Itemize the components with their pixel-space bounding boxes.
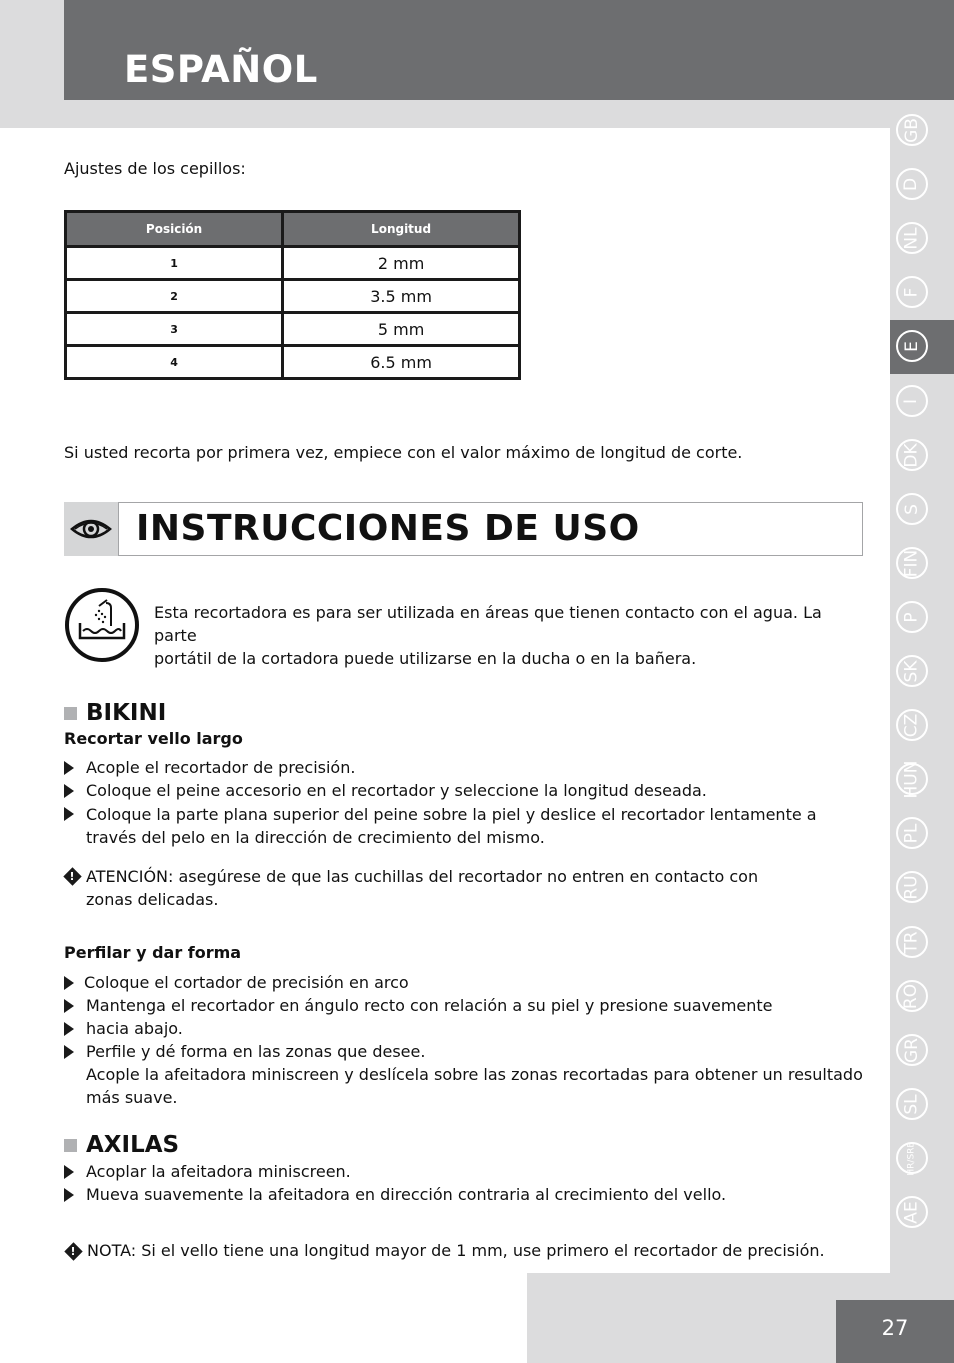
language-tab-label: S [901,503,922,515]
bullet-arrow-icon [64,807,74,821]
bullet-arrow-icon [64,1045,74,1059]
language-tab-gr[interactable] [896,1034,928,1066]
language-tab-tr[interactable] [896,926,928,958]
brush-settings-label: Ajustes de los cepillos: [64,159,246,178]
shaping-extra-text: Acople la afeitadora miniscreen y deslícela sobre las zonas recortadas para obtener un resultado [86,1065,863,1084]
language-tab-ro[interactable] [896,980,928,1012]
list-item: Perfile y dé forma en las zonas que desee. [86,1042,426,1061]
page-number: 27 [881,1316,909,1340]
bullet-arrow-icon [64,761,74,775]
column-header-position: Posición [66,212,283,247]
table-row [66,346,520,379]
list-item: hacia abajo. [86,1019,183,1038]
language-tab-label: GB [901,117,922,143]
language-tab-pl[interactable] [896,817,928,849]
language-tab-label: HR/SRB [906,1140,917,1176]
water-note-line: portátil de la cortadora puede utilizarse en la ducha o en la bañera. [154,649,697,668]
section-square-icon [64,707,77,720]
position-cell: 3 [66,313,283,346]
language-tab-sk[interactable] [896,655,928,687]
brush-settings-table [64,210,521,380]
language-tab-label: RO [901,983,922,1009]
list-item: Coloque el cortador de precisión en arco [84,973,409,992]
shower-bath-icon [63,586,141,664]
language-tab-ru[interactable] [896,871,928,903]
first-time-note: Si usted recorta por primera vez, empiece con el valor máximo de longitud de corte. [64,443,743,462]
language-tab-label: E [901,340,922,352]
table-row [66,247,520,280]
banner-icon-box [64,502,119,556]
warning-icon-mark: ! [70,1245,76,1258]
section-title: INSTRUCCIONES DE USO [136,508,640,549]
language-tab-label: CZ [901,713,922,737]
language-tab-hun[interactable] [896,760,928,798]
warning-text: zonas delicadas. [86,890,219,909]
bullet-arrow-icon [64,976,74,990]
bullet-arrow-icon [64,999,74,1013]
position-cell: 4 [66,346,283,379]
language-tab-nl[interactable] [896,222,928,254]
language-tab-label: SL [901,1093,922,1115]
list-item: Mantenga el recortador en ángulo recto con relación a su piel y presione suavemente [86,996,773,1015]
length-cell: 5 mm [283,313,520,346]
bikini-heading: BIKINI [86,700,167,726]
length-cell: 6.5 mm [283,346,520,379]
language-tab-label: DK [901,442,922,468]
language-tab-d[interactable] [896,168,928,200]
language-tab-fin[interactable] [896,547,928,579]
warning-text: ATENCIÓN: asegúrese de que las cuchillas del recortador no entren en contacto con [86,867,759,886]
bullet-arrow-icon [64,784,74,798]
table-row [66,280,520,313]
bullet-arrow-icon [64,1165,74,1179]
position-cell: 1 [66,247,283,280]
language-tab-f[interactable] [896,276,928,308]
language-tab-dk[interactable] [896,439,928,471]
list-item: Acoplar la afeitadora miniscreen. [86,1162,351,1181]
eye-icon [64,502,118,556]
bullet-arrow-icon [64,1022,74,1036]
list-item: Coloque el peine accesorio en el recortador y seleccione la longitud deseada. [86,781,707,800]
page-title: ESPAÑOL [124,48,318,91]
language-tab-label: GR [901,1037,922,1063]
language-tab-e[interactable] [896,330,928,362]
water-icon-wrap [63,586,141,668]
language-tab-label: FIN [901,549,922,577]
language-tab-i[interactable] [896,385,928,417]
language-tab-cz[interactable] [896,709,928,741]
language-tab-label: F [901,287,922,297]
language-tab-label: RU [901,874,922,900]
language-tab-label: TR [901,930,922,954]
length-cell: 2 mm [283,247,520,280]
language-tab-ae[interactable] [896,1196,928,1228]
column-header-length: Longitud [283,212,520,247]
water-usage-note [154,601,864,670]
warning-icon-mark: ! [69,870,75,883]
language-tab-label: P [901,611,922,623]
language-tab-label: NL [901,226,922,250]
language-tab-label: SK [901,660,922,682]
bullet-arrow-icon [64,1188,74,1202]
position-cell: 2 [66,280,283,313]
language-tab-gb[interactable] [896,114,928,146]
shaping-subheading: Perfilar y dar forma [64,943,242,962]
shaping-extra-text: más suave. [86,1088,178,1107]
language-tab-label: PL [901,823,922,843]
language-tab-label: AE [901,1200,922,1224]
length-cell: 3.5 mm [283,280,520,313]
language-tab-sl[interactable] [896,1088,928,1120]
list-item: Mueva suavemente la afeitadora en dirección contraria al crecimiento del vello. [86,1185,727,1204]
section-square-icon [64,1139,77,1152]
language-tab-label: HUN [901,760,922,798]
note-text: NOTA: Si el vello tiene una longitud mayor de 1 mm, use primero el recortador de precisión. [87,1241,825,1260]
table-row [66,313,520,346]
language-tab-s[interactable] [896,493,928,525]
list-item: Acople el recortador de precisión. [86,758,356,777]
language-sidebar [890,128,954,1363]
water-note-line: Esta recortadora es para ser utilizada en áreas que tienen contacto con el agua. La parte [154,603,822,645]
language-tab-label: I [901,398,922,404]
language-tab-label: D [901,177,922,191]
axilas-heading: AXILAS [86,1132,180,1158]
long-hair-subheading: Recortar vello largo [64,729,243,748]
language-tab-p[interactable] [896,601,928,633]
language-tab-hr-srb[interactable] [896,1142,928,1174]
list-item-continuation: través del pelo en la dirección de crecimiento del mismo. [86,828,545,847]
list-item: Coloque la parte plana superior del peine sobre la piel y deslice el recortador lentamente a [86,805,817,824]
